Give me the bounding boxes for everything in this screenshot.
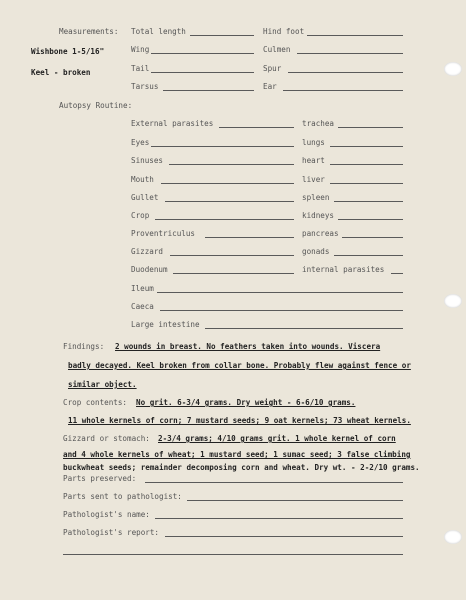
pathologist-report-line-2: [63, 554, 403, 555]
gonads-line: [334, 255, 403, 256]
spleen-line: [334, 201, 403, 202]
spleen-label: spleen: [302, 193, 330, 202]
gizzard-stomach-line-2: and 4 whole kernels of wheat; 1 mustard seed; 1 sumac seed; 3 false climbing: [63, 450, 411, 459]
total-length-line: [190, 35, 254, 36]
spur-label: Spur: [263, 64, 282, 73]
ileum-label: Ileum: [131, 284, 154, 293]
internal-parasites-line: [391, 273, 403, 274]
trachea-line: [338, 127, 403, 128]
crop-line: [155, 219, 294, 220]
internal-parasites-label: internal parasites: [302, 265, 385, 274]
gizzard-stomach-label: Gizzard or stomach:: [63, 434, 150, 443]
wing-label: Wing: [131, 45, 150, 54]
kidneys-line: [338, 219, 403, 220]
wing-line: [151, 53, 254, 54]
heart-line: [330, 164, 403, 165]
findings-line-1: 2 wounds in breast. No feathers taken into wounds. Viscera: [115, 342, 381, 351]
lungs-line: [330, 146, 403, 147]
tail-label: Tail: [131, 64, 150, 73]
autopsy-routine-heading: Autopsy Routine:: [59, 101, 133, 110]
ear-line: [283, 90, 403, 91]
mouth-label: Mouth: [131, 175, 154, 184]
wishbone-value: Wishbone 1-5/16": [31, 47, 105, 56]
eyes-label: Eyes: [131, 138, 150, 147]
sinuses-line: [169, 164, 294, 165]
crop-label: Crop: [131, 211, 150, 220]
large-intestine-line: [205, 328, 403, 329]
trachea-label: trachea: [302, 119, 335, 128]
crop-contents-label: Crop contents:: [63, 398, 128, 407]
parts-preserved-label: Parts preserved:: [63, 474, 137, 483]
tarsus-label: Tarsus: [131, 82, 159, 91]
binder-hole-bottom: [444, 530, 462, 544]
mouth-line: [161, 183, 294, 184]
gullet-line: [165, 201, 294, 202]
crop-contents-line-1: No grit. 6-3/4 grams. Dry weight - 6-6/10 grams.: [136, 398, 356, 407]
duodenum-line: [173, 273, 294, 274]
eyes-line: [151, 146, 294, 147]
duodenum-label: Duodenum: [131, 265, 168, 274]
kidneys-label: kidneys: [302, 211, 335, 220]
gizzard-line: [170, 255, 294, 256]
gonads-label: gonads: [302, 247, 330, 256]
lungs-label: lungs: [302, 138, 325, 147]
caeca-label: Caeca: [131, 302, 154, 311]
large-intestine-label: Large intestine: [131, 320, 200, 329]
spur-line: [288, 72, 403, 73]
culmen-line: [297, 53, 403, 54]
gizzard-stomach-line-3: buckwheat seeds; remainder decomposing corn and wheat. Dry wt. - 2-2/10 grams.: [63, 463, 420, 472]
findings-label: Findings:: [63, 342, 105, 351]
tail-line: [151, 72, 254, 73]
caeca-line: [160, 310, 403, 311]
sinuses-label: Sinuses: [131, 156, 164, 165]
total-length-label: Total length: [131, 27, 186, 36]
gizzard-stomach-line-1: 2-3/4 grams; 4/10 grams grit. 1 whole kernel of corn: [158, 434, 396, 443]
proventriculus-line: [205, 237, 294, 238]
crop-contents-line-2: 11 whole kernels of corn; 7 mustard seeds; 9 oat kernels; 73 wheat kernels.: [68, 416, 411, 425]
measurements-label: Measurements:: [59, 27, 119, 36]
external-parasites-line: [219, 127, 294, 128]
hind-foot-line: [307, 35, 403, 36]
binder-hole-top: [444, 62, 462, 76]
hind-foot-label: Hind foot: [263, 27, 305, 36]
keel-value: Keel - broken: [31, 68, 91, 77]
pathologist-report-line-1: [165, 536, 403, 537]
heart-label: heart: [302, 156, 325, 165]
pathologist-name-line: [155, 518, 403, 519]
pancreas-label: pancreas: [302, 229, 339, 238]
pathologist-name-label: Pathologist's name:: [63, 510, 150, 519]
gizzard-label: Gizzard: [131, 247, 164, 256]
proventriculus-label: Proventriculus: [131, 229, 196, 238]
external-parasites-label: External parasites: [131, 119, 214, 128]
binder-hole-middle: [444, 294, 462, 308]
liver-line: [330, 183, 403, 184]
pathologist-report-label: Pathologist's report:: [63, 528, 160, 537]
ileum-line: [157, 292, 403, 293]
gullet-label: Gullet: [131, 193, 159, 202]
parts-sent-line: [187, 500, 403, 501]
parts-preserved-line: [145, 482, 403, 483]
culmen-label: Culmen: [263, 45, 291, 54]
findings-line-3: similar object.: [68, 380, 137, 389]
liver-label: liver: [302, 175, 325, 184]
findings-line-2: badly decayed. Keel broken from collar bone. Probably flew against fence or: [68, 361, 411, 370]
tarsus-line: [163, 90, 254, 91]
parts-sent-label: Parts sent to pathologist:: [63, 492, 182, 501]
pancreas-line: [342, 237, 403, 238]
ear-label: Ear: [263, 82, 277, 91]
